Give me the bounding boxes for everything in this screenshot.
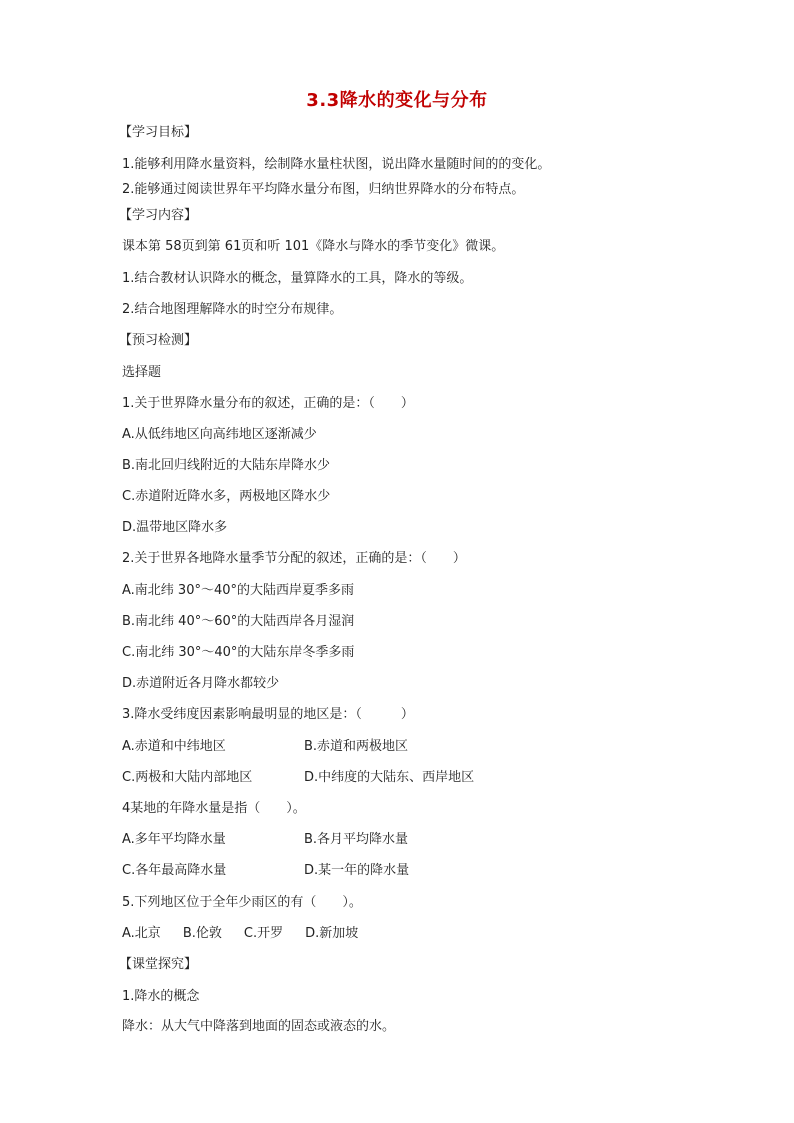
question-2-option-d: D.赤道附近各月降水都较少 <box>122 676 280 691</box>
question-2-stem: 2.关于世界各地降水量季节分配的叙述，正确的是：（ ） <box>122 551 466 566</box>
content-header: 【学习内容】 <box>119 208 198 223</box>
question-type-label: 选择题 <box>122 365 162 380</box>
question-1-option-c: C.赤道附近降水多，两极地区降水少 <box>122 489 331 504</box>
question-3-option-c: C.两极和大陆内部地区 <box>122 770 253 785</box>
explore-item-1: 1.降水的概念 <box>122 989 200 1004</box>
question-1-stem: 1.关于世界降水量分布的叙述，正确的是：（ ） <box>122 396 414 411</box>
content-item-1: 1.结合教材认识降水的概念，量算降水的工具，降水的等级。 <box>122 271 473 286</box>
question-5-option-a: A.北京 <box>122 926 161 941</box>
document-title: 3.3降水的变化与分布 <box>306 90 488 111</box>
goal-item-2: 2.能够通过阅读世界年平均降水量分布图，归纳世界降水的分布特点。 <box>122 182 525 197</box>
question-4-option-d: D.某一年的降水量 <box>304 863 410 878</box>
question-5-option-d: D.新加坡 <box>305 926 359 941</box>
explore-definition: 降水：从大气中降落到地面的固态或液态的水。 <box>122 1019 396 1034</box>
question-5-stem: 5.下列地区位于全年少雨区的有（ ）。 <box>122 895 362 910</box>
question-1-option-b: B.南北回归线附近的大陆东岸降水少 <box>122 458 331 473</box>
question-4-option-a: A.多年平均降水量 <box>122 832 226 847</box>
content-item-2: 2.结合地图理解降水的时空分布规律。 <box>122 302 343 317</box>
question-3-option-a: A.赤道和中纬地区 <box>122 739 226 754</box>
preview-header: 【预习检测】 <box>119 333 198 348</box>
question-4-stem: 4某地的年降水量是指（ ）。 <box>122 801 306 816</box>
goals-header: 【学习目标】 <box>119 125 198 140</box>
question-4-option-c: C.各年最高降水量 <box>122 863 227 878</box>
question-2-option-b: B.南北纬 40°～60°的大陆西岸各月湿润 <box>122 614 355 629</box>
question-2-option-c: C.南北纬 30°～40°的大陆东岸冬季多雨 <box>122 645 355 660</box>
explore-header: 【课堂探究】 <box>119 957 198 972</box>
question-5-option-b: B.伦敦 <box>182 926 222 941</box>
question-3-option-d: D.中纬度的大陆东、西岸地区 <box>304 770 475 785</box>
question-3-stem: 3.降水受纬度因素影响最明显的地区是：（ ） <box>122 707 414 722</box>
content-intro: 课本第 58页到第 61页和听 101《降水与降水的季节变化》微课。 <box>122 239 505 254</box>
goal-item-1: 1.能够利用降水量资料，绘制降水量柱状图，说出降水量随时间的的变化。 <box>122 157 551 172</box>
question-4-option-b: B.各月平均降水量 <box>304 832 409 847</box>
question-1-option-a: A.从低纬地区向高纬地区逐渐减少 <box>122 427 317 442</box>
question-5-option-c: C.开罗 <box>243 926 284 941</box>
question-5-options <box>122 925 380 943</box>
question-2-option-a: A.南北纬 30°～40°的大陆西岸夏季多雨 <box>122 583 355 598</box>
question-1-option-d: D.温带地区降水多 <box>122 520 228 535</box>
question-3-option-b: B.赤道和两极地区 <box>304 739 409 754</box>
